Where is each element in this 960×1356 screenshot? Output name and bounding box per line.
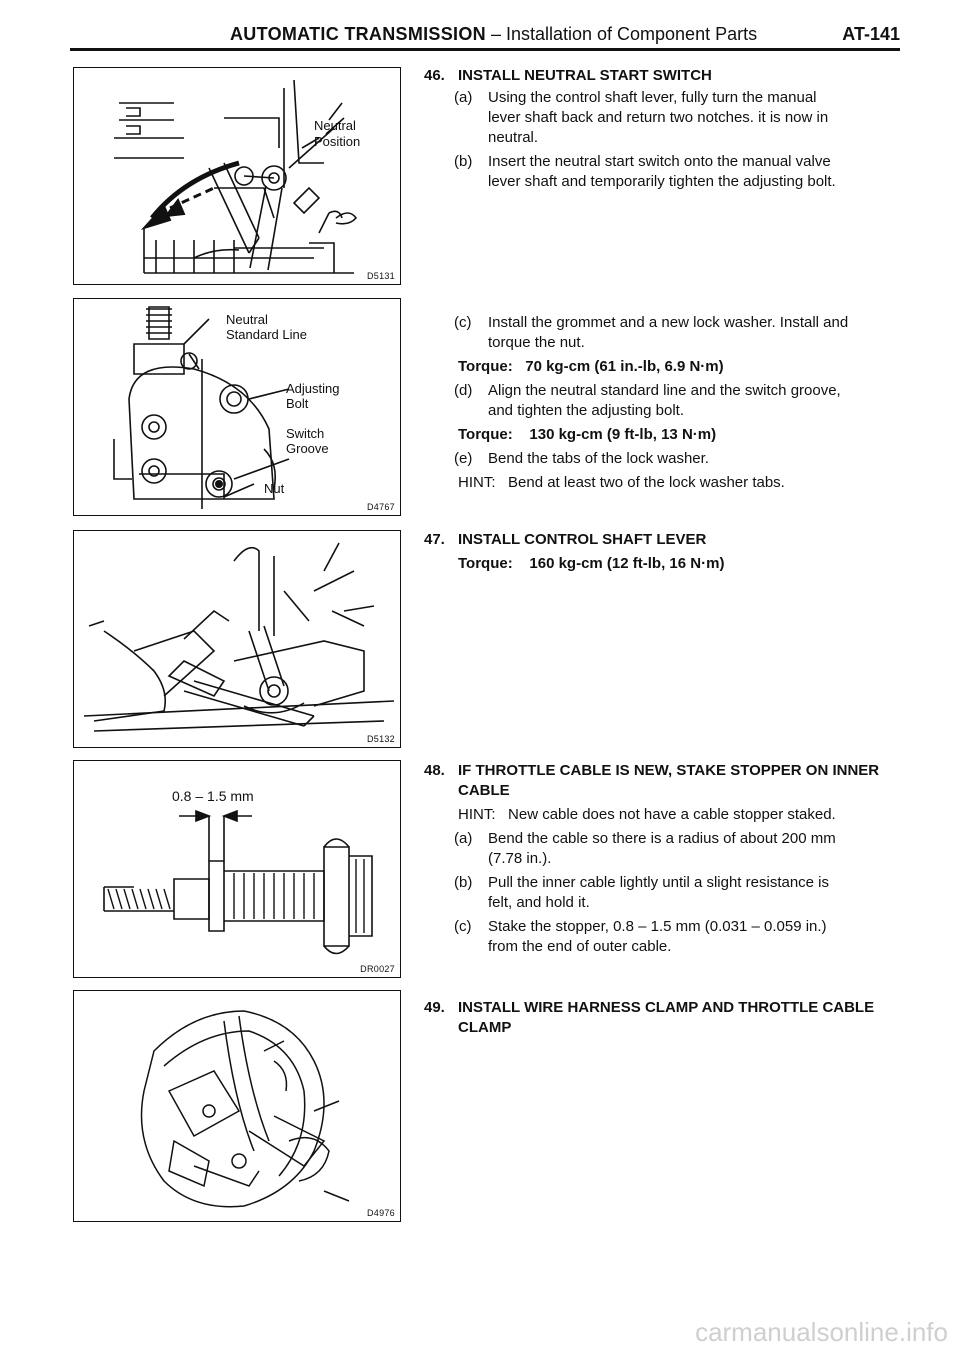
- label-position: Position: [314, 134, 361, 149]
- step-46-heading: [424, 66, 914, 86]
- torque-wrench-illustration: [74, 531, 400, 747]
- substep-text: Insert the neutral start switch onto the manual valve: [488, 153, 831, 170]
- transmission-lever-illustration: [74, 68, 400, 284]
- figure-neutral-position: [73, 67, 401, 285]
- substep-key: (d): [454, 382, 473, 399]
- step-48b: [424, 873, 914, 913]
- watermark: carmanualsonline.info: [695, 1317, 948, 1347]
- step-number: 47.: [424, 531, 445, 548]
- dimension-label: 0.8 – 1.5 mm: [172, 788, 254, 804]
- hint-text: Bend at least two of the lock washer tabs.: [508, 474, 785, 491]
- substep-key: (e): [454, 450, 473, 467]
- step-49: [424, 998, 914, 1038]
- step-46: [424, 66, 914, 192]
- step-title: IF THROTTLE CABLE IS NEW, STAKE STOPPER ON INNER: [458, 762, 880, 779]
- substep-key: (b): [454, 874, 473, 891]
- step-title-cont: CABLE: [458, 782, 510, 799]
- transmission-clamp-illustration: [74, 991, 400, 1221]
- torque-value: 70 kg-cm (61 in.-lb, 6.9 N·m): [525, 358, 724, 375]
- step-49-heading: [424, 998, 914, 1018]
- torque-spec: [424, 554, 914, 574]
- step-46d: [424, 381, 914, 421]
- hint: [424, 473, 914, 493]
- figure-code: D5131: [366, 271, 395, 281]
- substep-text: neutral.: [488, 129, 539, 146]
- torque-label: Torque:: [458, 358, 513, 375]
- torque-label: Torque:: [458, 426, 513, 443]
- step-title: INSTALL CONTROL SHAFT LEVER: [458, 531, 707, 548]
- substep-key: (a): [454, 830, 473, 847]
- substep-text: from the end of outer cable.: [488, 938, 672, 955]
- step-number: 49.: [424, 999, 445, 1016]
- substep-text: and tighten the adjusting bolt.: [488, 402, 684, 419]
- header-title-separator: –: [485, 24, 506, 44]
- label-switch: Switch: [286, 426, 325, 441]
- torque-spec: [424, 425, 914, 445]
- torque-label: Torque:: [458, 555, 513, 572]
- figure-code: D4767: [366, 502, 395, 512]
- step-47: [424, 530, 914, 574]
- header-title-main: AUTOMATIC TRANSMISSION: [230, 24, 486, 44]
- substep-key: (b): [454, 153, 473, 170]
- hint-label: HINT:: [458, 474, 496, 491]
- step-48: [424, 761, 914, 957]
- figure-code: D4976: [366, 1208, 395, 1218]
- substep-text: Bend the tabs of the lock washer.: [488, 450, 709, 467]
- label-nut: Nut: [264, 481, 285, 496]
- step-46c: [424, 313, 914, 353]
- substep-text: Pull the inner cable lightly until a slight resistance is: [488, 874, 830, 891]
- hint-text: New cable does not have a cable stopper staked.: [508, 806, 836, 823]
- substep-text: torque the nut.: [488, 334, 585, 351]
- page-number: AT-141: [842, 24, 900, 44]
- label-neutral: Neutral: [226, 312, 268, 327]
- substep-text: (7.78 in.).: [488, 850, 552, 867]
- substep-text: Align the neutral standard line and the switch groove,: [488, 382, 841, 399]
- figure-harness-clamp: [73, 990, 401, 1222]
- step-title-cont: CLAMP: [458, 1019, 512, 1036]
- substep-key: (c): [454, 314, 472, 331]
- hint: [424, 805, 914, 825]
- torque-spec: [424, 357, 914, 377]
- substep-text: Install the grommet and a new lock washer. Install and: [488, 314, 849, 331]
- header-title: [230, 24, 757, 45]
- step-number: 48.: [424, 762, 445, 779]
- step-46a: [424, 88, 914, 148]
- step-46b: [424, 152, 914, 192]
- step-47-heading: [424, 530, 914, 550]
- step-46e: [424, 449, 914, 469]
- substep-text: lever shaft and temporarily tighten the adjusting bolt.: [488, 173, 836, 190]
- step-48c: [424, 917, 914, 957]
- torque-value: 130 kg-cm (9 ft-lb, 13 N·m): [529, 426, 717, 443]
- label-neutral: Neutral: [314, 118, 356, 133]
- step-48-heading: [424, 761, 914, 781]
- figure-code: D5132: [366, 734, 395, 744]
- figure-stopper-stake: [73, 760, 401, 978]
- step-48a: [424, 829, 914, 869]
- step-title: INSTALL NEUTRAL START SWITCH: [458, 67, 712, 84]
- substep-key: (c): [454, 918, 472, 935]
- figure-code: DR0027: [360, 964, 395, 974]
- substep-text: Bend the cable so there is a radius of about 200 mm: [488, 830, 836, 847]
- label-bolt: Bolt: [286, 396, 309, 411]
- substep-text: Stake the stopper, 0.8 – 1.5 mm (0.031 – 0.059 in.): [488, 918, 827, 935]
- substep-key: (a): [454, 89, 473, 106]
- page-header: [70, 24, 900, 51]
- hint-label: HINT:: [458, 806, 496, 823]
- substep-text: lever shaft back and return two notches. it is now in: [488, 109, 829, 126]
- substep-text: felt, and hold it.: [488, 894, 590, 911]
- step-number: 46.: [424, 67, 445, 84]
- label-standard-line: Standard Line: [226, 327, 307, 342]
- figure-control-shaft-lever: [73, 530, 401, 748]
- figure-neutral-start-switch: [73, 298, 401, 516]
- label-adjusting: Adjusting: [286, 381, 340, 396]
- label-groove: Groove: [286, 441, 329, 456]
- step-title: INSTALL WIRE HARNESS CLAMP AND THROTTLE CABLE: [458, 999, 875, 1016]
- header-title-sub: Installation of Component Parts: [505, 24, 758, 44]
- substep-text: Using the control shaft lever, fully turn the manual: [488, 89, 817, 106]
- step-46-continued: [424, 311, 914, 493]
- torque-value: 160 kg-cm (12 ft-lb, 16 N·m): [529, 555, 725, 572]
